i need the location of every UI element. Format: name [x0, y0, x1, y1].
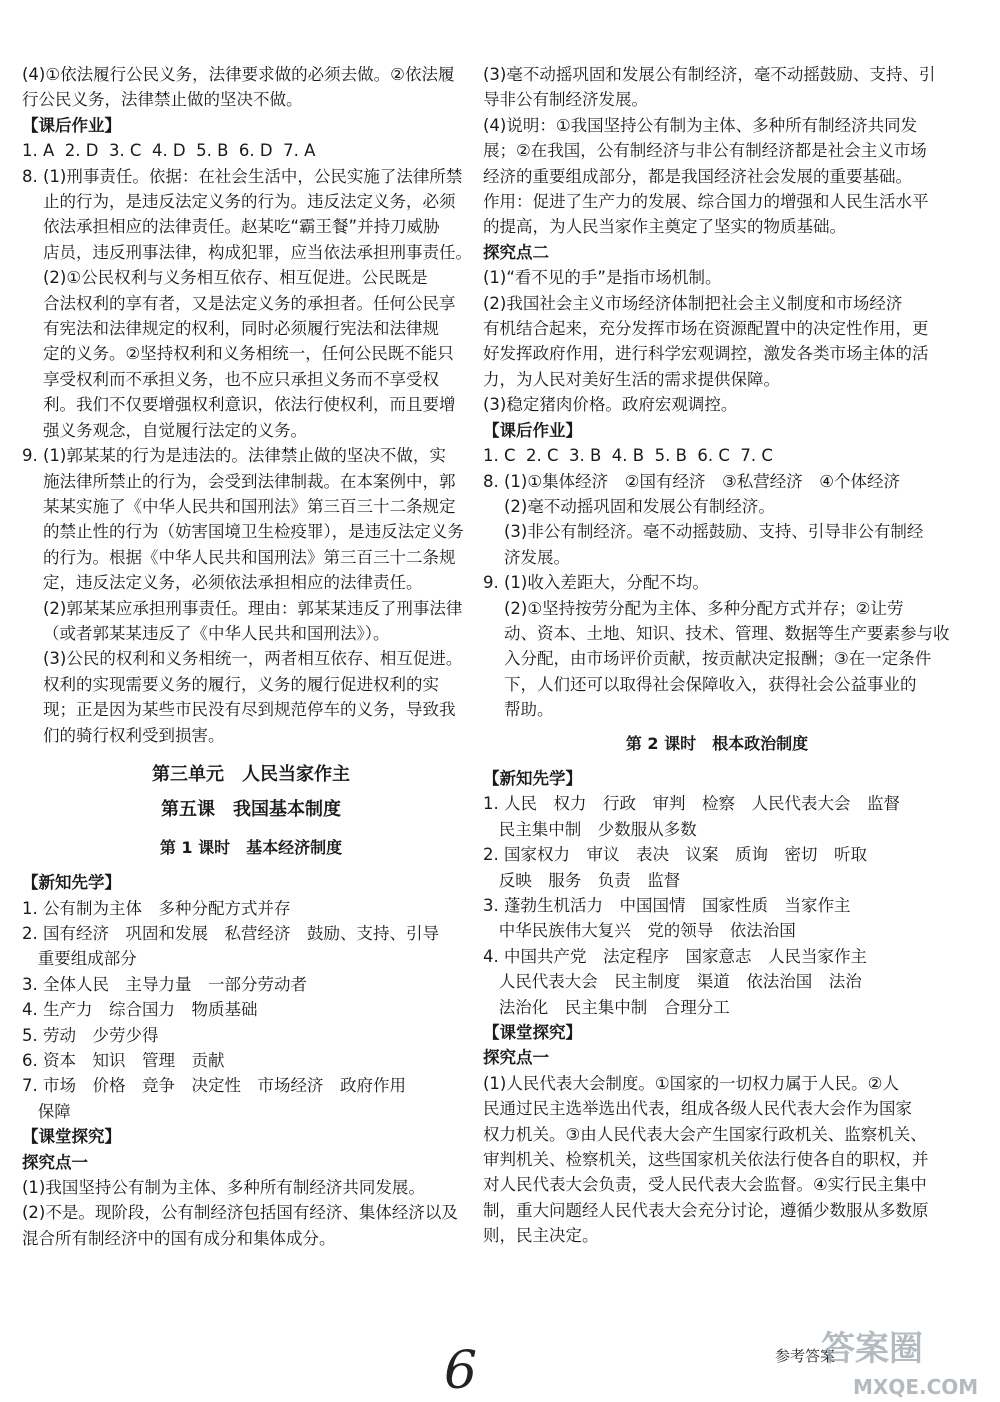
text-line: 人民代表大会 民主制度 渠道 依法治国 法治	[483, 972, 862, 992]
left-class-heading: 【课堂探究】	[22, 1127, 121, 1147]
text-line: 享受权利而不承担义务，也不应只承担义务而不享受权	[22, 369, 439, 389]
text-line: 制，重大问题经人民代表大会充分讨论，遵循少数服从多数原	[483, 1200, 929, 1220]
text-line: 强义务观念，自觉履行法定的义务。	[22, 420, 307, 440]
text-line: 动、资本、土地、知识、技术、管理、数据等生产要素参与收	[483, 623, 950, 643]
period-1-title: 第 1 课时 基本经济制度	[159, 837, 343, 857]
text-line: 的提高，为人民当家作主奠定了坚实的物质基础。	[483, 217, 846, 237]
left-top-block	[22, 62, 480, 113]
left-preview-heading: 【新知先学】	[22, 873, 121, 893]
text-line: 2. 国有经济 巩固和发展 私营经济 鼓励、支持、引导	[22, 924, 439, 943]
text-line: 济发展。	[483, 547, 570, 567]
svg-text:MXQE.COM: MXQE.COM	[853, 1375, 979, 1399]
right-explore2-answers	[483, 265, 951, 417]
left-question-8	[22, 164, 480, 443]
text-line: 权利的实现需要义务的履行，义务的履行促进权利的实	[22, 674, 439, 694]
svg-text:6: 6	[444, 1341, 478, 1398]
text-line: 某某实施了《中华人民共和国刑法》第三百三十二条规定	[22, 496, 456, 516]
text-line: 民通过民主选举选出代表，组成各级人民代表大会作为国家	[483, 1099, 912, 1119]
text-line: (2)①公民权利与义务相互依存、相互促进。公民既是	[22, 268, 428, 288]
text-line: (2)不是。现阶段，公有制经济包括国有经济、集体经济以及	[22, 1203, 458, 1223]
text-line: (3)稳定猪肉价格。政府宏观调控。	[483, 395, 738, 415]
text-line: 3. 全体人民 主导力量 一部分劳动者	[22, 974, 307, 994]
text-line: 1. 公有制为主体 多种分配方式并存	[22, 898, 291, 918]
right-explore1-answers	[483, 1071, 951, 1249]
text-line: 力，为人民对美好生活的需求提供保障。	[483, 369, 780, 389]
text-line: 经济的重要组成部分，都是我国经济社会发展的重要基础。	[483, 166, 912, 186]
text-line: 5. 劳动 少劳少得	[22, 1025, 159, 1045]
left-explore1-answers	[22, 1175, 480, 1251]
text-line: 重要组成部分	[22, 949, 137, 969]
svg-text:答案圈: 答案圈	[821, 1329, 923, 1369]
text-line: 店员，违反刑事法律，构成犯罪，应当依法承担刑事责任。	[22, 242, 472, 262]
right-preview-heading: 【新知先学】	[483, 768, 582, 788]
left-homework-heading: 【课后作业】	[22, 115, 121, 135]
text-line: (2)郭某某应承担刑事责任。理由：郭某某违反了刑事法律	[22, 598, 463, 618]
right-homework-answers: 1. C 2. C 3. B 4. B 5. B 6. C 7. C	[483, 446, 773, 466]
right-column	[483, 62, 951, 1249]
text-line: (4)说明：①我国坚持公有制为主体、多种所有制经济共同发	[483, 115, 918, 135]
watermark-logo	[815, 1322, 1000, 1402]
text-line: 定的义务。②坚持权利和义务相统一，任何公民既不能只	[22, 344, 454, 364]
handwritten-page-number	[430, 1338, 490, 1398]
text-line: 审判机关、检察机关，这些国家机关依法行使各自的职权，并	[483, 1150, 929, 1170]
text-line: 保障	[22, 1101, 71, 1121]
text-line: 9. (1)收入差距大，分配不均。	[483, 573, 709, 593]
text-line: 1. 人民 权力 行政 审判 检察 人民代表大会 监督	[483, 794, 900, 814]
right-explore2-heading: 探究点二	[483, 242, 549, 262]
text-line: (1)人民代表大会制度。①国家的一切权力属于人民。②人	[483, 1073, 899, 1093]
text-line: 利。我们不仅要增强权利意识，依法行使权利，而且要增	[22, 395, 456, 415]
text-line: 法治化 民主集中制 合理分工	[483, 997, 730, 1017]
left-explore1-heading: 探究点一	[22, 1152, 88, 1172]
text-line: 作用：促进了生产力的发展、综合国力的增强和人民生活水平	[483, 192, 929, 212]
text-line: 展；②在我国，公有制经济与非公有制经济都是社会主义市场	[483, 141, 927, 161]
text-line: 6. 资本 知识 管理 贡献	[22, 1051, 225, 1071]
text-line: 对人民代表大会负责，受人民代表大会监督。④实行民主集中	[483, 1175, 927, 1195]
unit-title: 第三单元 人民当家作主	[152, 763, 350, 785]
right-explore1-heading: 探究点一	[483, 1048, 549, 1068]
text-line: (2)毫不动摇巩固和发展公有制经济。	[483, 496, 775, 516]
left-question-9	[22, 443, 480, 748]
text-line: 混合所有制经济中的国有成分和集体成分。	[22, 1228, 336, 1248]
text-line: 入分配，由市场评价贡献，按贡献决定报酬；③在一定条件	[483, 649, 932, 669]
text-line: (1)“看不见的手”是指市场机制。	[483, 268, 722, 288]
text-line: 现；正是因为某些市民没有尽到规范停车的义务，导致我	[22, 700, 456, 720]
text-line: 7. 市场 价格 竞争 决定性 市场经济 政府作用	[22, 1076, 406, 1096]
right-class-heading: 【课堂探究】	[483, 1023, 582, 1043]
text-line: 合法权利的享有者，又是法定义务的承担者。任何公民享	[22, 293, 456, 313]
text-line: (1)我国坚持公有制为主体、多种所有制经济共同发展。	[22, 1178, 425, 1198]
text-line: 有宪法和法律规定的权利，同时必须履行宪法和法律规	[22, 319, 439, 339]
text-line: 8. (1)刑事责任。依据：在社会生活中，公民实施了法律所禁	[22, 166, 463, 186]
text-line: 行公民义务，法律禁止做的坚决不做。	[22, 90, 303, 110]
left-homework-answers: 1. A 2. D 3. C 4. D 5. B 6. D 7. A	[22, 141, 316, 161]
text-line: 反映 服务 负责 监督	[483, 870, 681, 890]
text-line: 8. (1)①集体经济 ②国有经济 ③私营经济 ④个体经济	[483, 471, 901, 491]
text-line: 的行为。根据《中华人民共和国刑法》第三百三十二条规	[22, 547, 456, 567]
text-line: 中华民族伟大复兴 党的领导 依法治国	[483, 921, 796, 941]
right-question-9	[483, 570, 951, 722]
text-line: 导非公有制经济发展。	[483, 90, 648, 110]
text-line: 们的骑行权利受到损害。	[22, 725, 225, 745]
text-line: 权力机关。③由人民代表大会产生国家行政机关、监察机关、	[483, 1124, 927, 1144]
text-line: 3. 蓬勃生机活力 中国国情 国家性质 当家作主	[483, 896, 851, 915]
text-line: 施法律所禁止的行为，会受到法律制裁。在本案例中，郭	[22, 471, 456, 491]
lesson-title: 第五课 我国基本制度	[161, 799, 341, 821]
text-line: 下，人们还可以取得社会保障收入，获得社会公益事业的	[483, 674, 917, 694]
text-line: 帮助。	[483, 700, 554, 720]
left-column	[22, 62, 480, 1251]
left-preview-list	[22, 896, 480, 1125]
period-2-title: 第 2 课时 根本政治制度	[625, 733, 809, 753]
text-line: 4. 中国共产党 法定程序 国家意志 人民当家作主	[483, 946, 867, 966]
text-line: (3)毫不动摇巩固和发展公有制经济，毫不动摇鼓励、支持、引	[483, 65, 936, 84]
text-line: 止的行为，是违反法定义务的行为。违反法定义务，必须	[22, 192, 456, 212]
text-line: 4. 生产力 综合国力 物质基础	[22, 1000, 258, 1020]
text-line: (3)非公有制经济。毫不动摇鼓励、支持、引导非公有制经	[483, 522, 924, 542]
right-question-8	[483, 469, 951, 571]
text-line: 好发挥政府作用，进行科学宏观调控，激发各类市场主体的活	[483, 344, 929, 364]
text-line: 则，民主决定。	[483, 1226, 599, 1246]
text-line: 民主集中制 少数服从多数	[483, 819, 697, 839]
footer-answer-label: 参考答案	[775, 1347, 836, 1365]
right-homework-heading: 【课后作业】	[483, 420, 582, 440]
text-line: (3)公民的权利和义务相统一，两者相互依存、相互促进。	[22, 649, 463, 669]
text-line: 定，违反法定义务，必须依法承担相应的法律责任。	[22, 573, 423, 593]
text-line: 的禁止性的行为（妨害国境卫生检疫罪），是违反法定义务	[22, 522, 464, 542]
right-top-block	[483, 62, 951, 240]
text-line: (2)我国社会主义市场经济体制把社会主义制度和市场经济	[483, 293, 903, 313]
text-line: （或者郭某某违反了《中华人民共和国刑法》）。	[22, 623, 390, 643]
right-preview-list	[483, 791, 951, 1020]
text-line: (4)①依法履行公民义务，法律要求做的必须去做。②依法履	[22, 65, 455, 84]
text-line: (2)①坚持按劳分配为主体、多种分配方式并存；②让劳	[483, 598, 904, 618]
text-line: 9. (1)郭某某的行为是违法的。法律禁止做的坚决不做，实	[22, 446, 446, 466]
text-line: 依法承担相应的法律责任。赵某吃“霸王餐”并持刀威胁	[22, 217, 440, 237]
text-line: 有机结合起来，充分发挥市场在资源配置中的决定性作用，更	[483, 319, 929, 339]
text-line: 2. 国家权力 审议 表决 议案 质询 密切 听取	[483, 845, 867, 865]
